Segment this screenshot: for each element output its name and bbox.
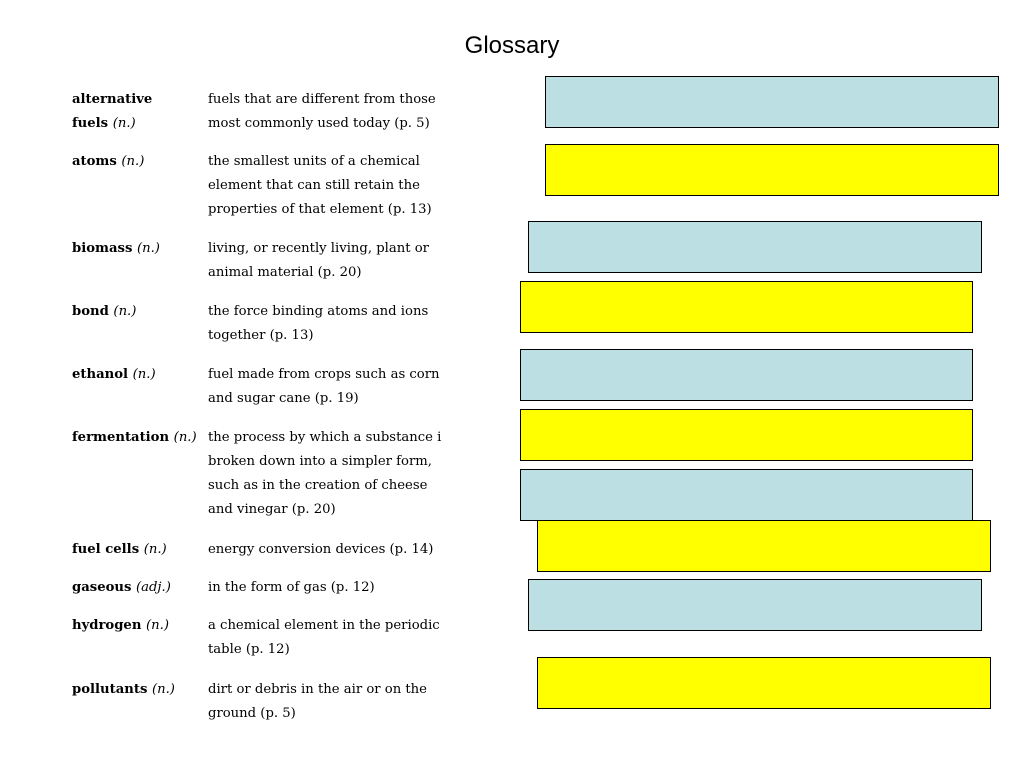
answer-box-blue[interactable]	[528, 579, 982, 631]
page-title: Glossary	[464, 32, 560, 59]
glossary-definition	[208, 363, 470, 411]
glossary-definition	[208, 300, 470, 348]
term-line: fuels	[72, 116, 109, 131]
part-of-speech: (n.)	[151, 682, 175, 697]
glossary-term	[72, 88, 208, 136]
definition-line: dirt or debris in the air or on the	[208, 682, 427, 697]
definition-line: animal material (p. 20)	[208, 265, 362, 280]
term-label: ethanol	[72, 367, 129, 382]
definition-line: energy conversion devices (p. 14)	[208, 542, 434, 557]
part-of-speech: (n.)	[143, 542, 167, 557]
definition-line: fuel made from crops such as corn	[208, 367, 440, 382]
answer-box-blue[interactable]	[528, 221, 982, 273]
part-of-speech: (n.)	[136, 241, 160, 256]
answer-box-yellow[interactable]	[537, 520, 991, 572]
part-of-speech: (n.)	[113, 304, 137, 319]
glossary-definition	[208, 88, 470, 136]
glossary-term	[72, 237, 208, 261]
part-of-speech: (n.)	[112, 116, 136, 131]
definition-line: fuels that are different from those	[208, 92, 436, 107]
definition-line: most commonly used today (p. 5)	[208, 116, 430, 131]
glossary-term	[72, 426, 208, 450]
answer-box-yellow[interactable]	[545, 144, 999, 196]
definition-line: and vinegar (p. 20)	[208, 502, 336, 517]
definition-line: properties of that element (p. 13)	[208, 202, 432, 217]
glossary-definition	[208, 237, 470, 285]
definition-line: together (p. 13)	[208, 328, 314, 343]
definition-line: the process by which a substance i	[208, 430, 442, 445]
definition-line: in the form of gas (p. 12)	[208, 580, 375, 595]
part-of-speech: (n.)	[132, 367, 156, 382]
definition-line: and sugar cane (p. 19)	[208, 391, 359, 406]
glossary-term	[72, 150, 208, 174]
term-label: biomass	[72, 241, 133, 256]
definition-line: such as in the creation of cheese	[208, 478, 428, 493]
glossary-term	[72, 678, 208, 702]
glossary-term	[72, 300, 208, 324]
glossary-term	[72, 363, 208, 387]
glossary-definition	[208, 614, 470, 662]
term-label: atoms	[72, 154, 117, 169]
part-of-speech: (n.)	[146, 618, 169, 633]
term-line: alternative	[72, 92, 153, 107]
answer-box-yellow[interactable]	[537, 657, 991, 709]
part-of-speech: (n.)	[173, 430, 197, 445]
definition-line: the smallest units of a chemical	[208, 154, 420, 169]
answer-box-blue[interactable]	[545, 76, 999, 128]
glossary-definition	[208, 576, 470, 600]
term-label: bond	[72, 304, 109, 319]
glossary-definition	[208, 538, 470, 562]
term-label: gaseous	[72, 580, 132, 595]
definition-line: broken down into a simpler form,	[208, 454, 432, 469]
part-of-speech: (adj.)	[135, 580, 171, 595]
glossary-definition	[208, 426, 470, 522]
definition-line: ground (p. 5)	[208, 706, 296, 721]
answer-box-yellow[interactable]	[520, 409, 973, 461]
definition-line: a chemical element in the periodic	[208, 618, 440, 633]
glossary-definition	[208, 678, 470, 726]
answer-box-yellow[interactable]	[520, 281, 973, 333]
answer-box-blue[interactable]	[520, 349, 973, 401]
term-label: fuel cells	[72, 542, 140, 557]
answer-box-blue[interactable]	[520, 469, 973, 521]
glossary-term	[72, 538, 208, 562]
term-label: hydrogen	[72, 618, 142, 633]
term-label: fermentation	[72, 430, 170, 445]
glossary-term	[72, 614, 208, 638]
glossary-definition	[208, 150, 470, 222]
glossary-term	[72, 576, 208, 600]
definition-line: the force binding atoms and ions	[208, 304, 429, 319]
definition-line: table (p. 12)	[208, 642, 290, 657]
definition-line: living, or recently living, plant or	[208, 241, 429, 256]
definition-line: element that can still retain the	[208, 178, 420, 193]
part-of-speech: (n.)	[121, 154, 145, 169]
term-label: pollutants	[72, 682, 148, 697]
